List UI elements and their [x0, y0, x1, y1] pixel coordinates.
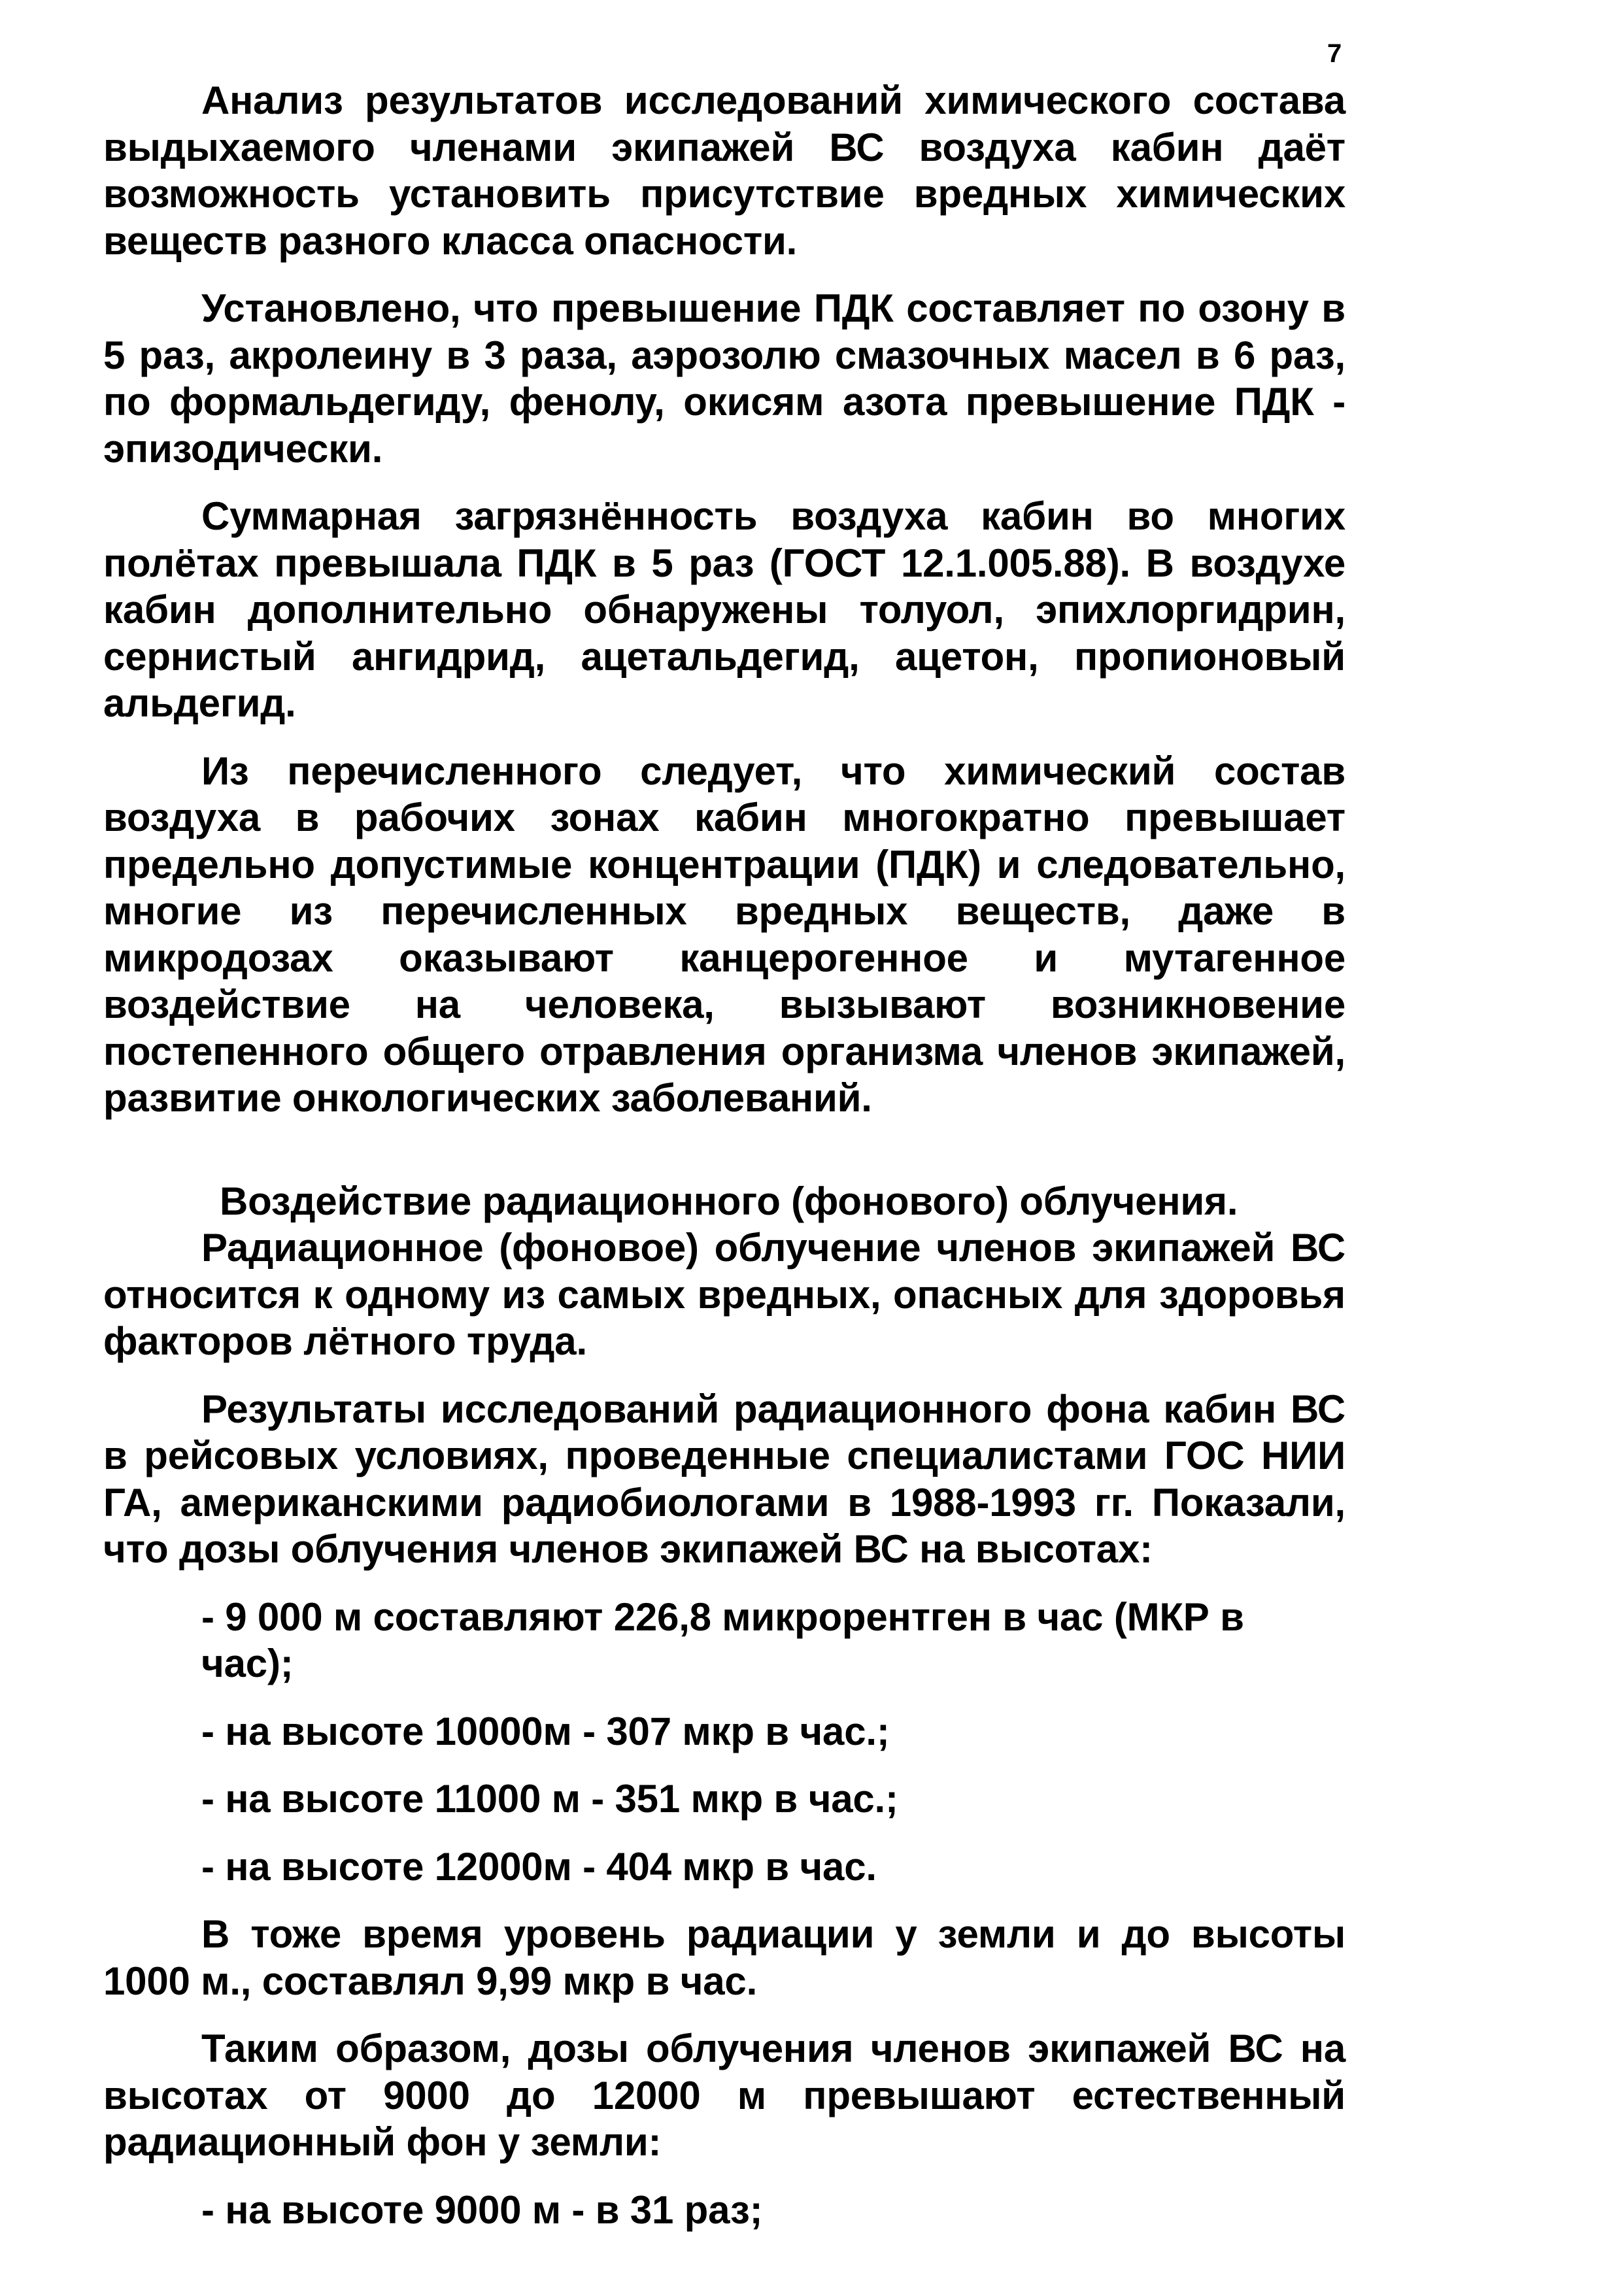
paragraph-analysis: Анализ результатов исследований химического состава выдыхаемого членами экипажей ВС воздуха кабин даёт возможность установить присутствие вредных химических веществ разного класса опасности. [103, 78, 1345, 263]
list-item-dose-12000: - на высоте 12000м - 404 мкр в час. [201, 1844, 877, 1889]
section-heading: Воздействие радиационного (фонового) облучения. [220, 1179, 1238, 1223]
paragraph-total-pollution: Суммарная загрязнённость воздуха кабин во многих полётах превышала ПДК в 5 раз (ГОСТ 12.1.005.88). В воздухе кабин дополнительно обнаружены толуол, эпихлоргидрин, сернистый ангидрид, ацетальдегид, ацетон, пропионовый альдегид. [103, 494, 1345, 725]
list-item-dose-10000: - на высоте 10000м - 307 мкр в час.; [201, 1709, 890, 1753]
paragraph-therefore: Таким образом, дозы облучения членов экипажей ВС на высотах от 9000 до 12000 м превышают естественный радиационный фон у земли: [103, 2027, 1345, 2164]
paragraph-conclusion: Из перечисленного следует, что химический состав воздуха в рабочих зонах кабин многократно превышает предельно допустимые концентрации (ПДК) и следовательно, многие из перечисленных вредных веществ, даже в микродозах оказывают канцерогенное и мутагенное воздействие на человека, вызывают возникновение постепенного общего отравления организма членов экипажей, развитие онкологических заболеваний. [103, 749, 1345, 1120]
paragraph-radiation-intro: Радиационное (фоновое) облучение членов экипажей ВС относится к одному из самых вредных, опасных для здоровья факторов лётного труда. [103, 1226, 1345, 1363]
paragraph-pdk-excess: Установлено, что превышение ПДК составляет по озону в 5 раз, акролеину в 3 раза, аэрозолю смазочных масел в 6 раз, по формальдегиду, фенолу, окисям азота превышение ПДК - эпизодически. [103, 286, 1345, 471]
list-item-dose-11000: - на высоте 11000 м - 351 мкр в час.; [201, 1777, 898, 1821]
paragraph-ground-level: В тоже время уровень радиации у земли и до высоты 1000 м., составлял 9,99 мкр в час. [103, 1912, 1345, 2003]
page-number: 7 [1327, 39, 1342, 68]
list-item-excess-9000: - на высоте 9000 м - в 31 раз; [201, 2187, 763, 2232]
document-body [103, 77, 1345, 2254]
list-item-dose-9000: - 9 000 м составляют 226,8 микрорентген в час (МКР в час); [201, 1594, 1244, 1685]
paragraph-research-results: Результаты исследований радиационного фона кабин ВС в рейсовых условиях, проведенные специалистами ГОС НИИ ГА, американскими радиобиологами в 1988-1993 гг. Показали, что дозы облучения членов экипажей ВС на высотах: [103, 1387, 1345, 1571]
